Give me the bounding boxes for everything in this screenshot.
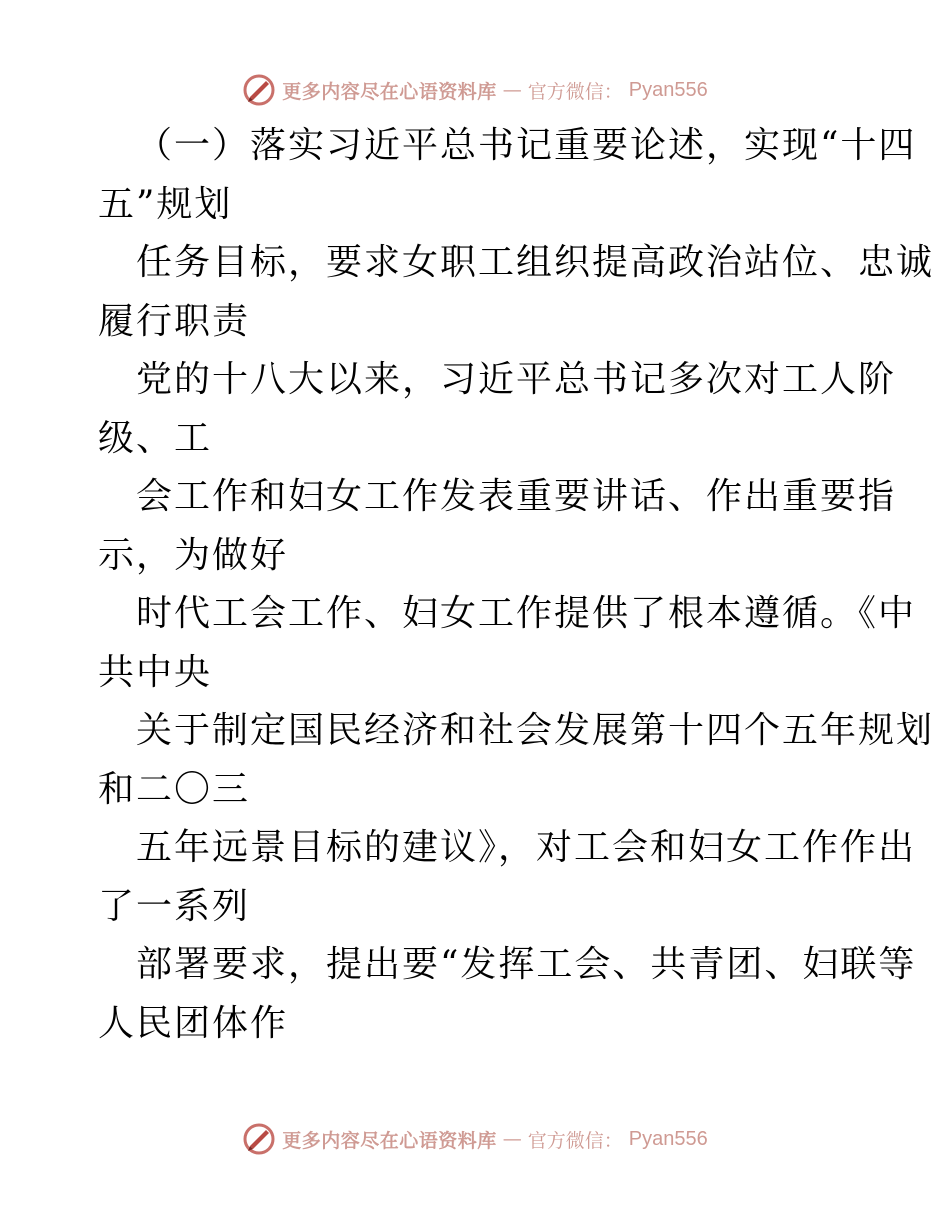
header-watermark <box>0 70 950 110</box>
body-line: 五年远景目标的建议》，对工会和妇女工作作出 <box>136 827 917 868</box>
body-line: 人民团体作 <box>98 1002 289 1044</box>
body-line: 示，为做好 <box>98 534 289 576</box>
watermark-wechat-label: 官方微信： <box>527 1129 623 1152</box>
body-line: 党的十八大以来，习近平总书记多次对工人阶 <box>136 359 897 400</box>
body-line: 五”规划 <box>98 183 233 225</box>
body-line: 部署要求，提出要“发挥工会、共青团、妇联等 <box>136 944 917 985</box>
body-line: 了一系列 <box>98 885 251 927</box>
body-line: 任务目标，要求女职工组织提高政治站位、忠诚 <box>136 242 935 283</box>
body-line: 关于制定国民经济和社会发展第十四个五年规划 <box>136 710 935 751</box>
document-body <box>98 117 935 1053</box>
body-line: 共中央 <box>98 651 213 693</box>
watermark-text: 更多内容尽在心语资料库 <box>282 80 497 103</box>
watermark-wechat-label: 官方微信： <box>527 80 623 103</box>
pen-seal-logo-icon <box>242 73 276 107</box>
body-line: 会工作和妇女工作发表重要讲话、作出重要指 <box>136 476 897 517</box>
body-line: 级、工 <box>98 417 213 459</box>
watermark-wechat-id: Pyan556 <box>628 78 708 101</box>
footer-watermark <box>0 1119 950 1159</box>
body-line: （一）落实习近平总书记重要论述，实现“十四 <box>136 125 917 166</box>
body-line: 履行职责 <box>98 300 251 342</box>
pen-seal-logo-icon <box>242 1122 276 1156</box>
watermark-dash: — <box>502 1128 522 1150</box>
watermark-dash: — <box>502 79 522 101</box>
body-line: 和二〇三 <box>98 768 251 810</box>
body-line: 时代工会工作、妇女工作提供了根本遵循。《中 <box>136 593 917 634</box>
watermark-wechat-id: Pyan556 <box>628 1127 708 1150</box>
watermark-text: 更多内容尽在心语资料库 <box>282 1129 497 1152</box>
